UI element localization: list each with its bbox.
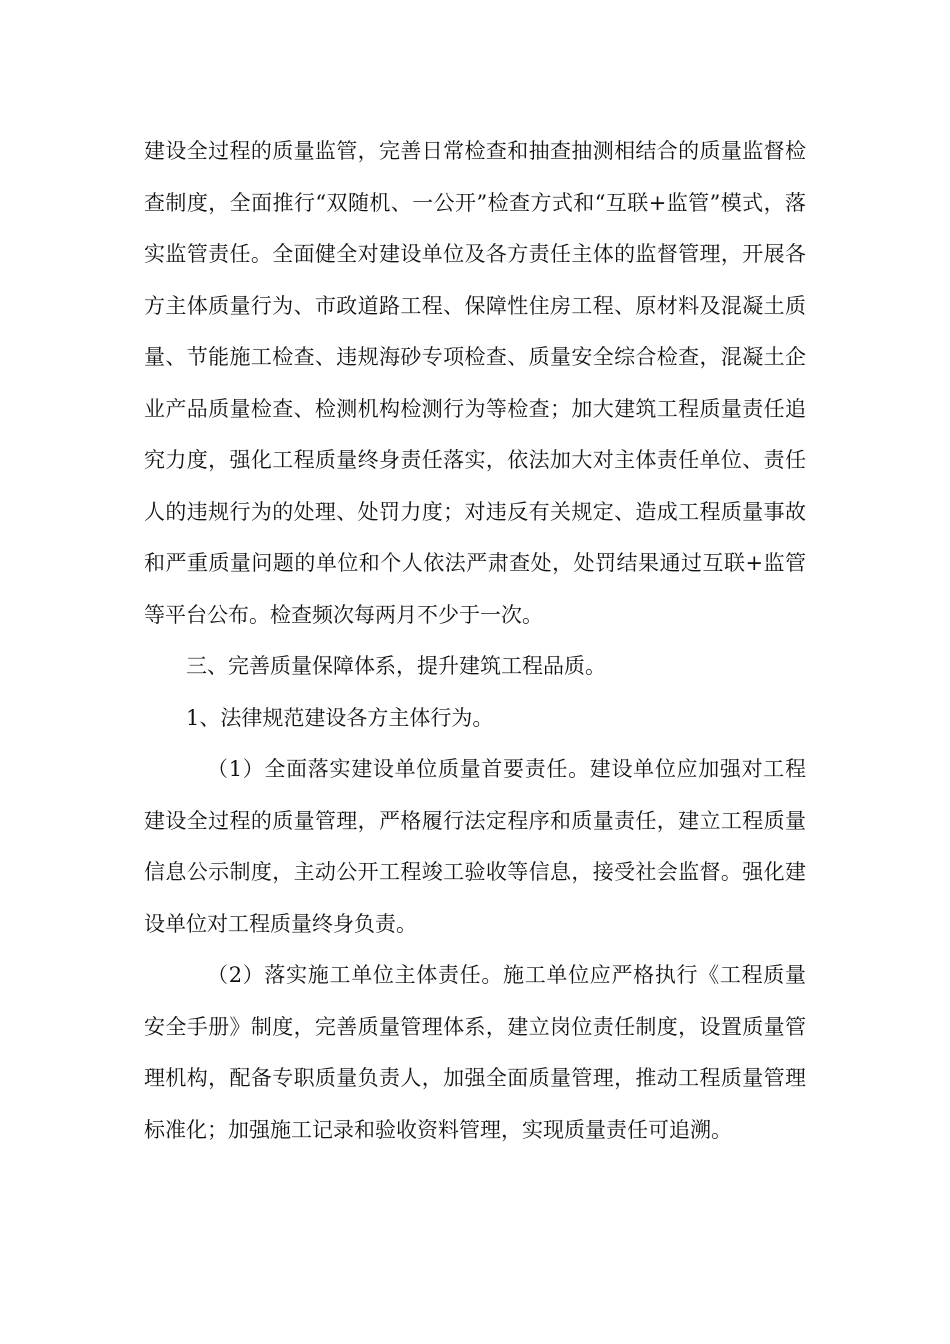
paragraph-item-2: （2）落实施工单位主体责任。施工单位应严格执行《工程质量安全手册》制度，完善质量管理体系，建立岗位责任制度，设置质量管理机构，配备专职质量负责人，加强全面质量管理，推动工程质量管理标准化；加强施工记录和验收资料管理，实现质量责任可追溯。 <box>144 963 806 1142</box>
paragraph-item-1: （1）全面落实建设单位质量首要责任。建设单位应加强对工程建设全过程的质量管理，严格履行法定程序和质量责任，建立工程质量信息公示制度，主动公开工程竣工验收等信息，接受社会监督。强化建设单位对工程质量终身负责。 <box>144 757 806 936</box>
paragraph-supervision: 建设全过程的质量监管，完善日常检查和抽查抽测相结合的质量监督检查制度，全面推行“双随机、一公开”检查方式和“互联+监管”模式，落实监管责任。全面健全对建设单位及各方责任主体的监督管理，开展各方主体质量行为、市政道路工程、保障性住房工程、原材料及混凝土质量、节能施工检查、违规海砂专项检查、质量安全综合检查，混凝土企业产品质量检查、检测机构检测行为等检查；加大建筑工程质量责任追究力度，强化工程质量终身责任落实，依法加大对主体责任单位、责任人的违规行为的处理、处罚力度；对违反有关规定、造成工程质量事故和严重质量问题的单位和个人依法严肃查处，处罚结果通过互联+监管等平台公布。检查频次每两月不少于一次。 <box>144 139 806 627</box>
document-body <box>144 126 806 1156</box>
section-heading-3: 三、完善质量保障体系，提升建筑工程品质。 <box>186 654 606 678</box>
subsection-heading-1: 1、法律规范建设各方主体行为。 <box>186 705 494 730</box>
